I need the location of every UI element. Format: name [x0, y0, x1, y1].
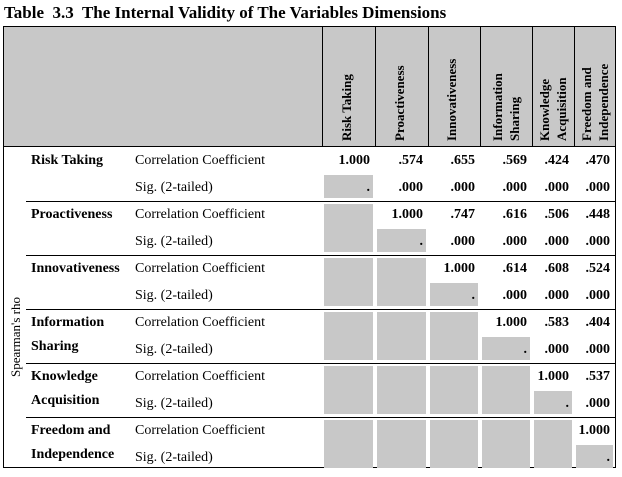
empty-cell: [482, 420, 530, 468]
table-header: [4, 27, 615, 147]
significance-value: .000: [585, 342, 610, 357]
coefficient-value: .569: [502, 153, 527, 168]
column-header: Proactiveness: [391, 65, 407, 141]
row-label: Information Sharing: [31, 315, 105, 354]
coefficient-value: .404: [585, 315, 610, 330]
row-label: Risk Taking: [31, 153, 103, 168]
coefficient-value: 1.000: [537, 369, 569, 384]
coefficient-value: .524: [585, 261, 610, 276]
column-header: Freedom and Independence: [578, 63, 611, 141]
coefficient-value: 1.000: [578, 423, 610, 438]
significance-value: .: [366, 180, 370, 195]
coefficient-value: .506: [544, 207, 569, 222]
significance-value: .000: [544, 342, 569, 357]
empty-cell: [324, 312, 373, 360]
header-divider: [428, 27, 429, 147]
significance-value: .000: [502, 180, 527, 195]
row-label: Knowledge Acquisition: [31, 369, 100, 408]
empty-cell: [534, 420, 572, 468]
header-divider: [375, 27, 376, 147]
coefficient-value: .608: [544, 261, 569, 276]
header-divider: [322, 27, 323, 147]
coefficient-value: 1.000: [391, 207, 423, 222]
coefficient-value: .470: [585, 153, 610, 168]
coefficient-value: .574: [398, 153, 423, 168]
significance-value: .000: [398, 180, 423, 195]
significance-value: .000: [544, 180, 569, 195]
correlation-table: [3, 26, 616, 468]
empty-cell: [377, 420, 426, 468]
significance-value: .: [419, 234, 423, 249]
header-divider: [532, 27, 533, 147]
empty-cell: [377, 366, 426, 414]
significance-value: .000: [585, 234, 610, 249]
coefficient-value: .424: [544, 153, 569, 168]
empty-cell: [482, 366, 530, 414]
stat-label: Sig. (2-tailed): [135, 288, 213, 303]
coefficient-value: 1.000: [443, 261, 475, 276]
significance-value: .000: [502, 234, 527, 249]
column-header: Knowledge Acquisition: [537, 77, 569, 141]
stat-label: Sig. (2-tailed): [135, 180, 213, 195]
row-label: Innovativeness: [31, 261, 120, 276]
significance-value: .: [523, 342, 527, 357]
significance-value: .000: [585, 396, 610, 411]
stat-label: Sig. (2-tailed): [135, 450, 213, 465]
significance-value: .000: [450, 234, 475, 249]
empty-cell: [324, 204, 373, 252]
significance-value: .000: [450, 180, 475, 195]
empty-cell: [430, 366, 478, 414]
significance-value: .000: [544, 234, 569, 249]
header-divider: [574, 27, 575, 147]
empty-cell: [324, 366, 373, 414]
empty-cell: [377, 258, 426, 306]
row-divider: [26, 363, 615, 364]
table-title: Table 3.3 The Internal Validity of The Variables Dimensions: [4, 3, 447, 22]
coefficient-value: .537: [585, 369, 610, 384]
stat-label: Correlation Coefficient: [135, 315, 265, 330]
stat-label: Sig. (2-tailed): [135, 396, 213, 411]
method-label: Spearman's rho: [8, 297, 23, 377]
coefficient-value: .448: [585, 207, 610, 222]
significance-value: .000: [544, 288, 569, 303]
stat-label: Correlation Coefficient: [135, 207, 265, 222]
column-header: Information Sharing: [490, 73, 522, 141]
stat-label: Sig. (2-tailed): [135, 342, 213, 357]
column-header: Risk Taking: [338, 74, 354, 141]
coefficient-value: .583: [544, 315, 569, 330]
column-header: Innovativeness: [444, 58, 459, 141]
empty-cell: [430, 312, 478, 360]
empty-cell: [377, 312, 426, 360]
significance-value: .000: [585, 180, 610, 195]
significance-value: .000: [585, 288, 610, 303]
coefficient-value: 1.000: [495, 315, 527, 330]
significance-value: .: [606, 450, 610, 465]
coefficient-value: .655: [450, 153, 475, 168]
significance-value: .: [471, 288, 475, 303]
row-divider: [26, 417, 615, 418]
row-label: Proactiveness: [31, 207, 113, 222]
coefficient-value: 1.000: [338, 153, 370, 168]
empty-cell: [324, 258, 373, 306]
coefficient-value: .747: [450, 207, 475, 222]
row-label: Freedom and Independence: [31, 423, 115, 462]
coefficient-value: .614: [502, 261, 527, 276]
empty-cell: [324, 420, 373, 468]
stat-label: Correlation Coefficient: [135, 423, 265, 438]
coefficient-value: .616: [502, 207, 527, 222]
significance-value: .: [565, 396, 569, 411]
stat-label: Sig. (2-tailed): [135, 234, 213, 249]
stat-label: Correlation Coefficient: [135, 261, 265, 276]
stat-label: Correlation Coefficient: [135, 153, 265, 168]
significance-value: .000: [502, 288, 527, 303]
header-divider: [480, 27, 481, 147]
empty-cell: [430, 420, 478, 468]
stat-label: Correlation Coefficient: [135, 369, 265, 384]
